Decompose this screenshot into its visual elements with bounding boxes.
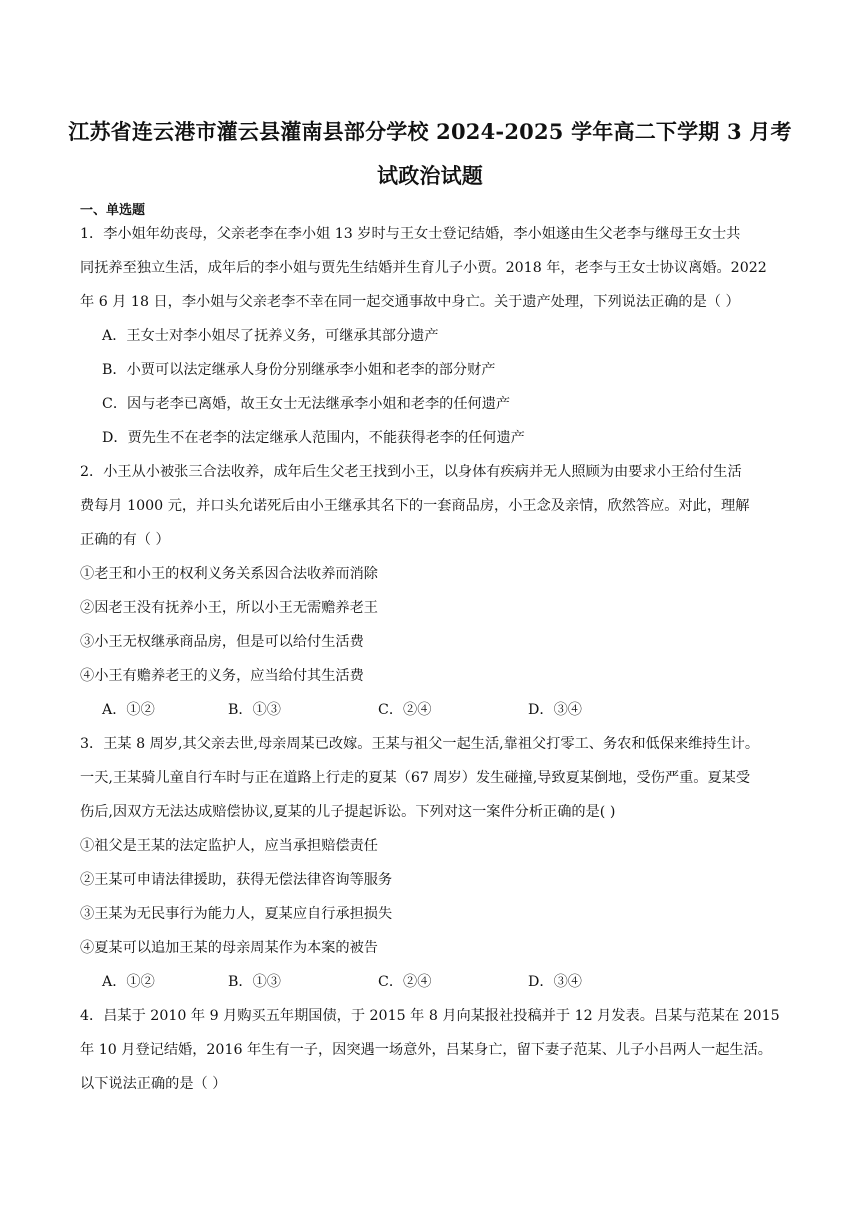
question-3-statement: ②王某可申请法律援助，获得无偿法律咨询等服务 (80, 872, 393, 888)
question-3-statement: ①祖父是王某的法定监护人，应当承担赔偿责任 (80, 838, 378, 854)
question-3-statement: ③王某为无民事行为能力人，夏某应自行承担损失 (80, 906, 393, 922)
question-2-statement: ③小王无权继承商品房，但是可以给付生活费 (80, 634, 364, 650)
question-1-option-c[interactable]: C．因与老李已离婚，故王女士无法继承李小姐和老李的任何遗产 (102, 396, 511, 412)
question-2-option-d[interactable]: D．③④ (528, 702, 582, 718)
question-2-statement: ④小王有赡养老王的义务，应当给付其生活费 (80, 668, 364, 684)
question-2-statement: ①老王和小王的权利义务关系因合法收养而消除 (80, 566, 378, 582)
question-3-option-c[interactable]: C．②④ (378, 974, 432, 990)
page-title: 江苏省连云港市灌云县灌南县部分学校 2024-2025 学年高二下学期 3 月考 (68, 119, 792, 144)
question-2-stem: 费每月 1000 元，并口头允诺死后由小王继承其名下的一套商品房，小王念及亲情，欣然答应。对此，理解 (80, 498, 750, 514)
question-2-option-a[interactable]: A．①② (102, 702, 155, 718)
question-3-statement: ④夏某可以追加王某的母亲周某作为本案的被告 (80, 940, 378, 956)
question-1-stem: 同抚养至独立生活，成年后的李小姐与贾先生结婚并生育儿子小贾。2018 年，老李与王女士协议离婚。2022 (80, 260, 767, 276)
question-3-stem: 一天,王某骑儿童自行车时与正在道路上行走的夏某（67 周岁）发生碰撞,导致夏某倒地，受伤严重。夏某受 (80, 770, 751, 786)
question-2-option-b[interactable]: B．①③ (228, 702, 281, 718)
page-title-continued: 试政治试题 (377, 163, 483, 188)
question-4-stem: 4．吕某于 2010 年 9 月购买五年期国债，于 2015 年 8 月向某报社投稿并于 12 月发表。吕某与范某在 2015 (80, 1008, 780, 1024)
question-3-stem: 伤后,因双方无法达成赔偿协议,夏某的儿子提起诉讼。下列对这一案件分析正确的是( ) (80, 804, 616, 820)
question-2-stem: 正确的有（ ） (80, 532, 170, 548)
question-3-option-b[interactable]: B．①③ (228, 974, 281, 990)
section-heading: 一、单选题 (80, 203, 146, 218)
question-2-statement: ②因老王没有抚养小王，所以小王无需赡养老王 (80, 600, 378, 616)
question-1-option-b[interactable]: B．小贾可以法定继承人身份分别继承李小姐和老李的部分财产 (102, 362, 496, 378)
question-1-option-a[interactable]: A．王女士对李小姐尽了抚养义务，可继承其部分遗产 (102, 328, 439, 344)
question-4-stem: 年 10 月登记结婚，2016 年生有一子，因突遇一场意外，吕某身亡，留下妻子范某、儿子小吕两人一起生活。 (80, 1042, 772, 1058)
question-4-stem: 以下说法正确的是（ ） (80, 1076, 227, 1092)
question-1-stem: 1．李小姐年幼丧母，父亲老李在李小姐 13 岁时与王女士登记结婚，李小姐遂由生父老李与继母王女士共 (80, 226, 741, 242)
question-3-stem: 3．王某 8 周岁,其父亲去世,母亲周某已改嫁。王某与祖父一起生活,靠祖父打零工、务农和低保来维持生计。 (80, 736, 760, 752)
question-3-option-a[interactable]: A．①② (102, 974, 155, 990)
question-3-option-d[interactable]: D．③④ (528, 974, 582, 990)
question-2-stem: 2．小王从小被张三合法收养，成年后生父老王找到小王，以身体有疾病并无人照顾为由要求小王给付生活 (80, 464, 742, 480)
question-1-option-d[interactable]: D．贾先生不在老李的法定继承人范围内，不能获得老李的任何遗产 (102, 430, 525, 446)
question-1-stem: 年 6 月 18 日，李小姐与父亲老李不幸在同一起交通事故中身亡。关于遗产处理，下列说法正确的是（ ） (80, 294, 740, 310)
question-2-option-c[interactable]: C．②④ (378, 702, 432, 718)
